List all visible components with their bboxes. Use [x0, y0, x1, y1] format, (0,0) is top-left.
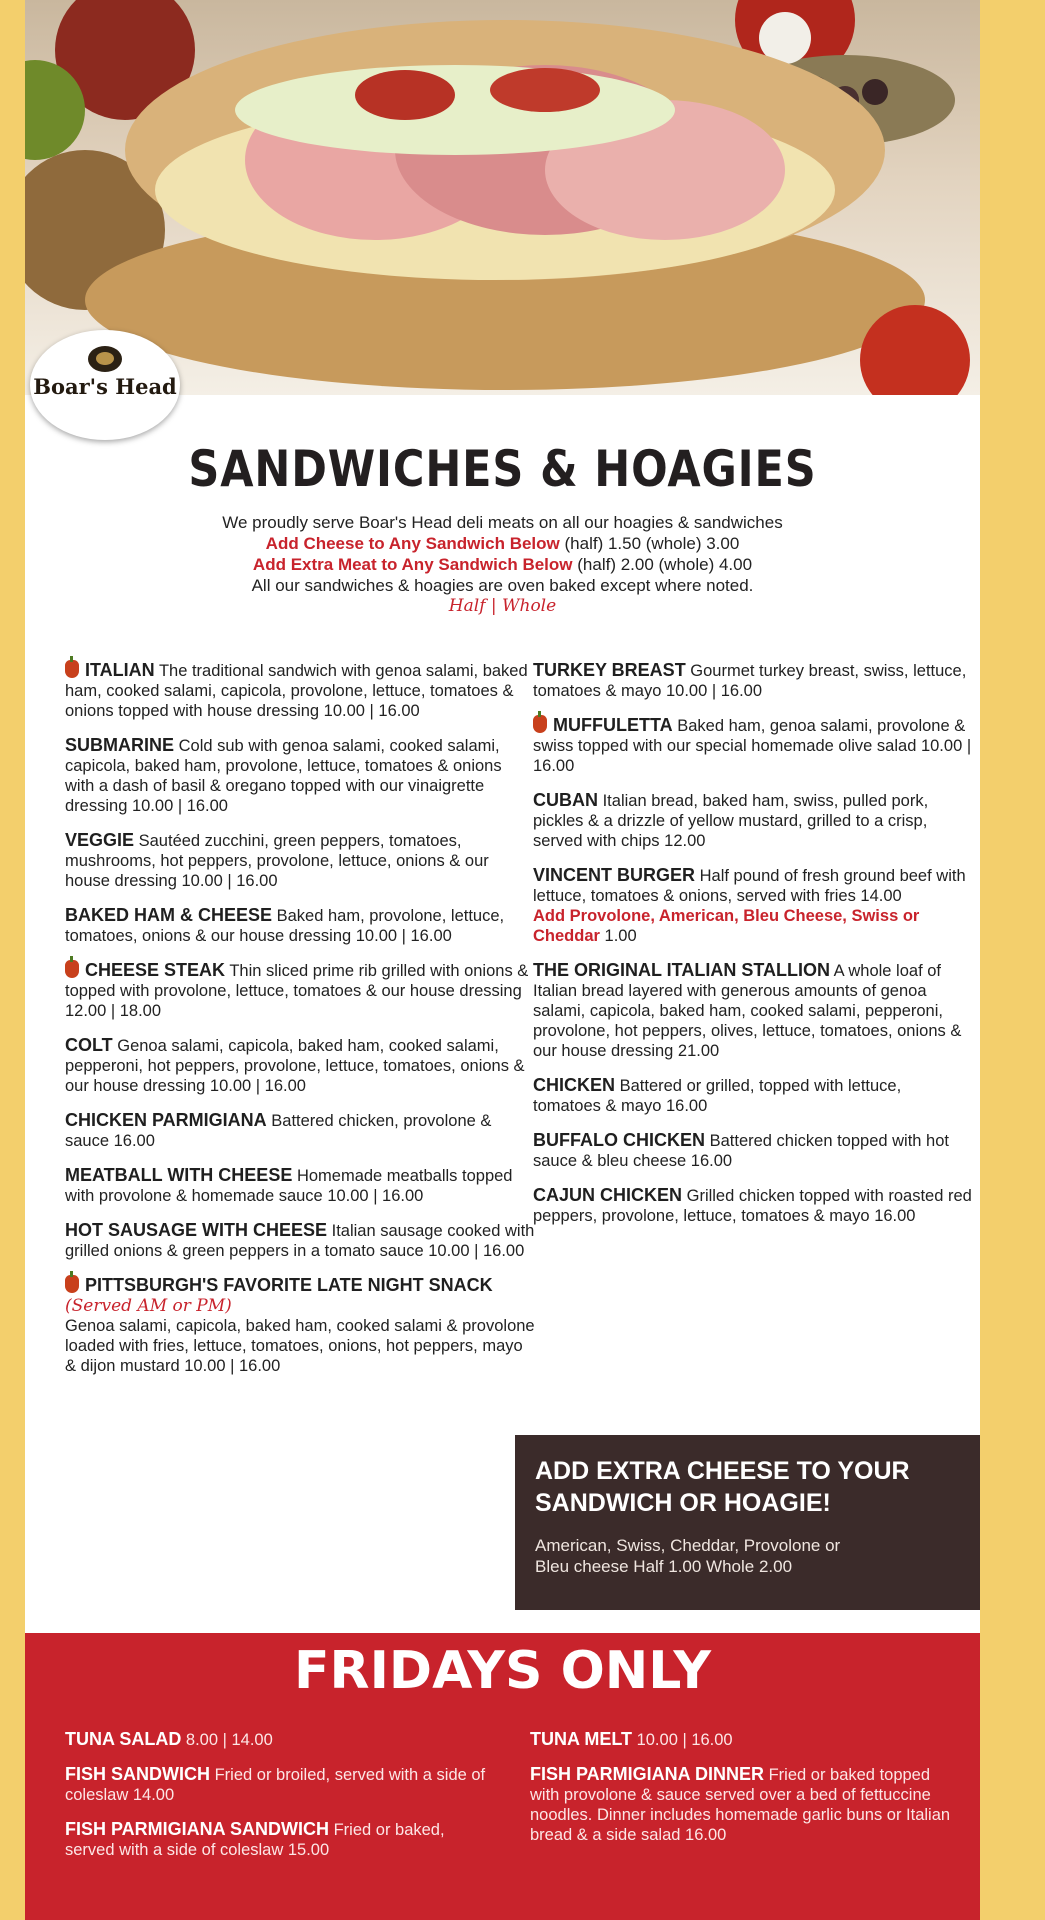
item-description: Cold sub with genoa salami, cooked salami, capicola, baked ham, provolone, lettuce, tomatoes & onions with a dash of basil & oregano topped with our vinaigrette dressing 10.00 | 16.00: [65, 737, 502, 815]
fridays-item: [65, 1729, 495, 1750]
add-cheese-line: [25, 533, 980, 554]
hot-pepper-icon: [65, 960, 79, 978]
fridays-title: FRIDAYS ONLY: [294, 1641, 711, 1701]
right-menu-column: [533, 660, 973, 1240]
hot-pepper-icon: [533, 715, 547, 733]
item-name: THE ORIGINAL ITALIAN STALLION: [533, 960, 830, 980]
menu-item: [533, 1075, 973, 1116]
extra-cheese-body: American, Swiss, Cheddar, Provolone or Bleu cheese Half 1.00 Whole 2.00: [535, 1536, 841, 1576]
item-name: CHEESE STEAK: [85, 960, 226, 980]
item-description: Gourmet turkey breast, swiss, lettuce, tomatoes & mayo 10.00 | 16.00: [533, 662, 967, 700]
intro-block: [25, 512, 980, 617]
item-name: BUFFALO CHICKEN: [533, 1130, 705, 1150]
fridays-item-name: TUNA SALAD: [65, 1729, 182, 1749]
left-menu-column: [65, 660, 535, 1390]
menu-item: [65, 1035, 535, 1096]
item-addon-price: 1.00: [604, 927, 637, 945]
item-name: MUFFULETTA: [553, 715, 673, 735]
fridays-item-description: Fried or baked topped with provolone & sauce served over a bed of fettuccine noodles. Dinner includes homemade garlic buns or Italian bread & a side salad 16.00: [530, 1766, 951, 1844]
fridays-item: [530, 1764, 960, 1845]
item-name: BAKED HAM & CHEESE: [65, 905, 273, 925]
fridays-item: [530, 1729, 960, 1750]
item-description: Battered or grilled, topped with lettuce, tomatoes & mayo 16.00: [533, 1077, 902, 1115]
add-meat-label: Add Extra Meat to Any Sandwich Below: [252, 555, 573, 574]
item-name: PITTSBURGH'S FAVORITE LATE NIGHT SNACK: [85, 1275, 493, 1295]
fridays-item-name: FISH SANDWICH: [65, 1764, 210, 1784]
menu-item: [65, 660, 535, 721]
fridays-left-column: [65, 1729, 495, 1874]
item-name: CAJUN CHICKEN: [533, 1185, 683, 1205]
item-description: Genoa salami, capicola, baked ham, cooked salami & provolone loaded with fries, lettuce, tomatoes, onions, hot peppers, mayo & dijon mustard 10.00 | 16.00: [65, 1317, 535, 1375]
fridays-item-description: 8.00 | 14.00: [185, 1731, 273, 1749]
add-meat-prices: (half) 2.00 (whole) 4.00: [577, 555, 753, 574]
fridays-only-section: [25, 1633, 980, 1920]
item-name: CHICKEN: [533, 1075, 616, 1095]
menu-item: [65, 1275, 535, 1376]
item-name: ITALIAN: [85, 660, 155, 680]
fridays-right-column: [530, 1729, 960, 1859]
item-description: Thin sliced prime rib grilled with onions & topped with provolone, lettuce, tomatoes & our house dressing 12.00 | 18.00: [65, 962, 529, 1020]
hot-pepper-icon: [65, 1275, 79, 1293]
intro-line: We proudly serve Boar's Head deli meats on all our hoagies & sandwiches: [222, 513, 783, 532]
extra-cheese-box: [515, 1435, 980, 1610]
item-name: SUBMARINE: [65, 735, 175, 755]
menu-item: [533, 960, 973, 1061]
size-legend: Half | Whole: [448, 596, 557, 616]
oven-note: All our sandwiches & hoagies are oven baked except where noted.: [251, 576, 754, 595]
menu-item: [533, 1185, 973, 1226]
item-addon: Add Provolone, American, Bleu Cheese, Swiss or Cheddar: [533, 907, 920, 945]
item-name: COLT: [65, 1035, 113, 1055]
item-description: Baked ham, provolone, lettuce, tomatoes, onions & our house dressing 10.00 | 16.00: [65, 907, 505, 945]
fridays-item-name: FISH PARMIGIANA SANDWICH: [65, 1819, 329, 1839]
item-name: CUBAN: [533, 790, 598, 810]
item-description: Italian sausage cooked with grilled onions & green peppers in a tomato sauce 10.00 | 16.00: [65, 1222, 535, 1260]
item-description: The traditional sandwich with genoa salami, baked ham, cooked salami, capicola, provolone, lettuce, tomatoes & onions topped with house dressing 10.00 | 16.00: [65, 662, 528, 720]
item-description: Battered chicken, provolone & sauce 16.00: [65, 1112, 492, 1150]
menu-item: [65, 1220, 535, 1261]
item-name: CHICKEN PARMIGIANA: [65, 1110, 267, 1130]
hero-sandwich-photo: [25, 0, 980, 395]
item-description: Homemade meatballs topped with provolone & homemade sauce 10.00 | 16.00: [65, 1167, 513, 1205]
item-description: Genoa salami, capicola, baked ham, cooked salami, pepperoni, hot peppers, provolone, lettuce, tomatoes, onions & our house dressing 10.00 | 16.00: [65, 1037, 525, 1095]
add-cheese-label: Add Cheese to Any Sandwich Below: [265, 534, 560, 553]
extra-cheese-title: ADD EXTRA CHEESE TO YOUR SANDWICH OR HOAGIE!: [535, 1457, 910, 1517]
item-name: VEGGIE: [65, 830, 135, 850]
add-meat-line: [25, 554, 980, 575]
item-name: VINCENT BURGER: [533, 865, 696, 885]
item-description: Half pound of fresh ground beef with lettuce, tomatoes & onions, served with fries 14.00: [533, 867, 966, 905]
fridays-item: [65, 1764, 495, 1805]
section-title: SANDWICHES & HOAGIES: [188, 440, 817, 498]
menu-item: [533, 865, 973, 946]
fridays-item-description: Fried or broiled, served with a side of coleslaw 14.00: [65, 1766, 486, 1804]
item-description: Sautéed zucchini, green peppers, tomatoes, mushrooms, hot peppers, provolone, lettuce, onions & our house dressing 10.00 | 16.00: [65, 832, 489, 890]
item-description: Battered chicken topped with hot sauce & bleu cheese 16.00: [533, 1132, 949, 1170]
item-description: Italian bread, baked ham, swiss, pulled pork, pickles & a drizzle of yellow mustard, grilled to a crisp, served with chips 12.00: [533, 792, 929, 850]
fridays-item-description: 10.00 | 16.00: [636, 1731, 733, 1749]
fridays-item-name: FISH PARMIGIANA DINNER: [530, 1764, 764, 1784]
menu-item: [533, 660, 973, 701]
menu-item: [533, 1130, 973, 1171]
item-name: HOT SAUSAGE WITH CHEESE: [65, 1220, 328, 1240]
boars-head-logo: [30, 330, 180, 440]
boar-emblem-icon: [88, 346, 122, 372]
menu-item: [65, 905, 535, 946]
add-cheese-prices: (half) 1.50 (whole) 3.00: [564, 534, 740, 553]
fridays-item-description: Fried or baked, served with a side of coleslaw 15.00: [65, 1821, 445, 1859]
menu-item: [533, 790, 973, 851]
menu-page: [25, 0, 980, 1920]
menu-item: [65, 960, 535, 1021]
item-name: MEATBALL WITH CHEESE: [65, 1165, 293, 1185]
fridays-item-name: TUNA MELT: [530, 1729, 632, 1749]
menu-item: [65, 1110, 535, 1151]
item-description: Baked ham, genoa salami, provolone & swiss topped with our special homemade olive salad 10.00 | 16.00: [533, 717, 972, 775]
menu-item: [65, 735, 535, 816]
menu-item: [65, 1165, 535, 1206]
item-description: A whole loaf of Italian bread layered with generous amounts of genoa salami, capicola, baked ham, cooked salami, pepperoni, provolone, hot peppers, olives, lettuce, tomatoes, onions & our house dressing 21.00: [533, 962, 962, 1060]
item-note: (Served AM or PM): [65, 1296, 232, 1316]
item-description: Grilled chicken topped with roasted red peppers, provolone, lettuce, tomatoes & mayo 16.00: [533, 1187, 972, 1225]
hot-pepper-icon: [65, 660, 79, 678]
fridays-item: [65, 1819, 495, 1860]
menu-item: [65, 830, 535, 891]
menu-item: [533, 715, 973, 776]
logo-text: Boar's Head: [33, 374, 177, 399]
item-name: TURKEY BREAST: [533, 660, 686, 680]
